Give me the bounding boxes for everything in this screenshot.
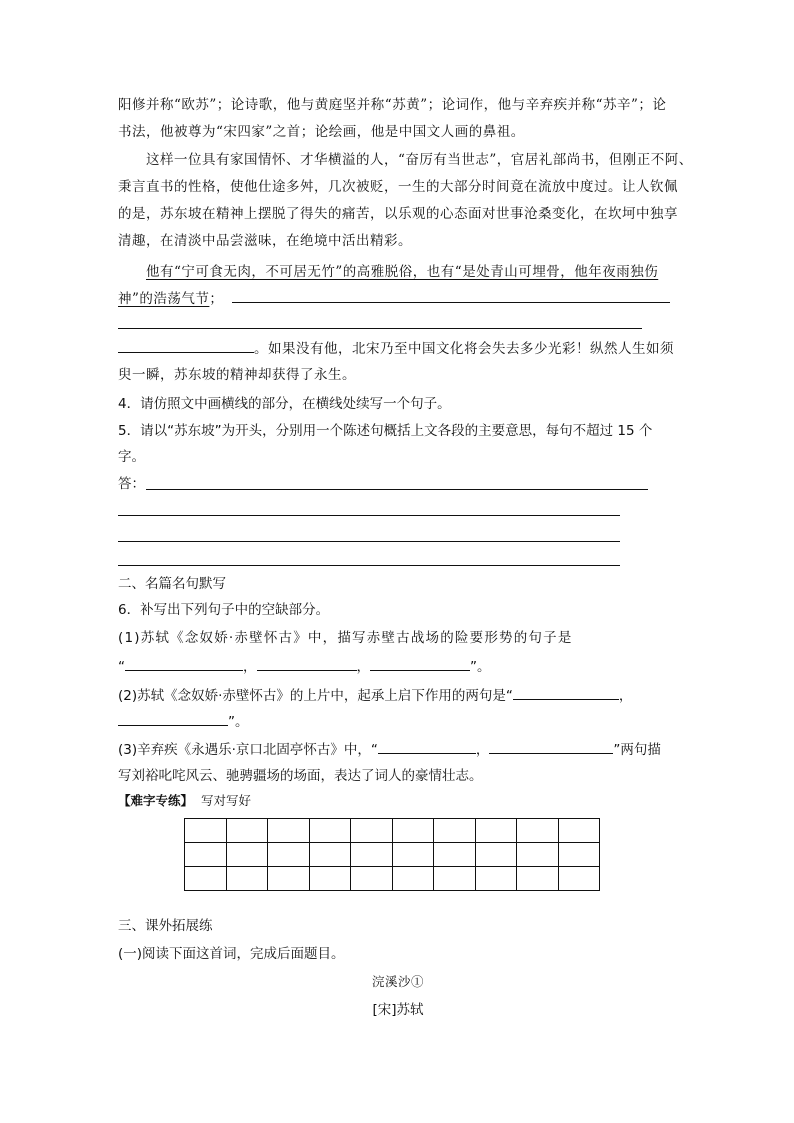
grid-cell[interactable] [517, 843, 559, 867]
grid-cell[interactable] [351, 867, 393, 891]
passage-line: 的是，苏东坡在精神上摆脱了得失的痛苦，以乐观的心态面对世事沧桑变化，在坎坷中独享 [118, 206, 678, 222]
grid-cell[interactable] [475, 867, 517, 891]
item-3-cont: 写刘裕叱咤风云、驰骋疆场的场面，表达了词人的豪情壮志。 [118, 768, 483, 784]
grid-row [185, 819, 600, 843]
grid-cell[interactable] [517, 867, 559, 891]
answer-blank[interactable] [370, 656, 470, 671]
grid-cell[interactable] [392, 867, 434, 891]
open-quote: “ [118, 659, 125, 675]
practice-text: 写对写好 [200, 793, 251, 808]
grid-cell[interactable] [351, 819, 393, 843]
practice-heading [118, 791, 678, 811]
section-heading: 二、名篇名句默写 [118, 576, 226, 592]
grid-cell[interactable] [226, 819, 268, 843]
grid-cell[interactable] [309, 843, 351, 867]
grid-cell[interactable] [434, 843, 476, 867]
item-3-text: (3)辛弃疾《永遇乐·京口北固亭怀古》中，“ [118, 742, 378, 758]
writing-grid [184, 818, 600, 891]
grid-cell[interactable] [392, 843, 434, 867]
grid-cell[interactable] [268, 843, 310, 867]
grid-cell[interactable] [185, 843, 227, 867]
passage-line: 清趣，在清淡中品尝滋味，在绝境中活出精彩。 [118, 233, 412, 249]
answer-blank-line[interactable] [118, 541, 620, 542]
close-quote: ”。 [228, 714, 249, 730]
grid-cell[interactable] [558, 843, 600, 867]
grid-cell[interactable] [475, 843, 517, 867]
grid-cell[interactable] [475, 819, 517, 843]
passage-line [118, 338, 678, 359]
reading-intro: (一)阅读下面这首词，完成后面题目。 [118, 946, 345, 962]
passage-line: 秉言直书的性格，使他仕途多舛，几次被贬，一生的大部分时间竟在流放中度过。让人钦佩 [118, 179, 678, 195]
grid-cell[interactable] [226, 843, 268, 867]
grid-cell[interactable] [434, 867, 476, 891]
passage-line: 阳修并称“欧苏”；论诗歌，他与黄庭坚并称“苏黄”；论词作，他与辛弃疾并称“苏辛”；论 [118, 97, 667, 113]
answer-blank[interactable] [125, 656, 243, 671]
item-2-cont [118, 711, 678, 732]
semicolon: ； [209, 291, 224, 307]
answer-blank[interactable] [378, 739, 476, 754]
section-heading: 三、课外拓展练 [118, 918, 213, 934]
answer-blank[interactable] [118, 711, 228, 726]
grid-cell[interactable] [558, 867, 600, 891]
question-6: 6．补写出下列句子中的空缺部分。 [118, 602, 330, 618]
grid-cell[interactable] [351, 843, 393, 867]
answer-blank-line[interactable] [118, 328, 642, 329]
question-4: 4．请仿照文中画横线的部分，在横线处续写一个句子。 [118, 396, 451, 412]
answer-blank-line[interactable] [146, 489, 648, 490]
comma: ， [475, 742, 490, 758]
underlined-sentence: 他有“宁可食无肉，不可居无竹”的高雅脱俗，也有“是处青山可埋骨，他年夜雨独伤 [146, 264, 659, 280]
grid-cell[interactable] [434, 819, 476, 843]
comma: ， [243, 659, 257, 675]
practice-label: 【难字专练】 [118, 793, 194, 808]
answer-blank-line[interactable] [118, 515, 620, 516]
grid-cell[interactable] [517, 819, 559, 843]
grid-cell[interactable] [309, 819, 351, 843]
answer-blank[interactable] [489, 739, 613, 754]
grid-row [185, 867, 600, 891]
close-quote: ”。 [470, 659, 491, 675]
answer-blank[interactable] [257, 656, 357, 671]
item-2 [118, 685, 678, 706]
grid-cell[interactable] [268, 867, 310, 891]
answer-blank[interactable] [513, 685, 619, 700]
passage-line: 书法，他被尊为“宋四家”之首；论绘画，他是中国文人画的鼻祖。 [118, 124, 525, 140]
grid-cell[interactable] [185, 819, 227, 843]
item-2-text: (2)苏轼《念奴娇·赤壁怀古》的上片中，起承上启下作用的两句是“ [118, 688, 513, 704]
answer-blank[interactable] [118, 338, 254, 353]
question-5: 5．请以“苏东坡”为开头，分别用一个陈述句概括上文各段的主要意思，每句不超过 15 个 [118, 423, 653, 439]
comma: ， [618, 688, 633, 704]
answer-label: 答： [118, 476, 145, 492]
poem-author: [宋]苏轼 [372, 1002, 424, 1018]
underlined-sentence-end: 神”的浩荡气节 [118, 291, 210, 307]
item-3 [118, 739, 678, 760]
grid-row [185, 843, 600, 867]
comma: ， [356, 659, 370, 675]
answer-blank-line[interactable] [118, 565, 620, 566]
passage-line: 这样一位具有家国情怀、才华横溢的人，“奋厉有当世志”，官居礼部尚书，但刚正不阿、 [146, 152, 693, 168]
item-1: (1)苏轼《念奴娇·赤壁怀古》中，描写赤壁古战场的险要形势的句子是 [118, 630, 573, 646]
passage-line: 臾一瞬，苏东坡的精神却获得了永生。 [118, 367, 356, 383]
grid-cell[interactable] [558, 819, 600, 843]
grid-cell[interactable] [268, 819, 310, 843]
poem-title: 浣溪沙① [371, 974, 424, 989]
grid-cell[interactable] [226, 867, 268, 891]
passage-text: 。如果没有他，北宋乃至中国文化将会失去多少光彩！纵然人生如须 [254, 341, 674, 357]
question-5-cont: 字。 [118, 449, 145, 465]
grid-cell[interactable] [309, 867, 351, 891]
item-3-text: ”两句描 [613, 742, 661, 758]
answer-blank-line[interactable] [232, 302, 670, 303]
item-1-blanks [118, 656, 678, 677]
passage-line [118, 289, 678, 309]
grid-cell[interactable] [392, 819, 434, 843]
grid-cell[interactable] [185, 867, 227, 891]
